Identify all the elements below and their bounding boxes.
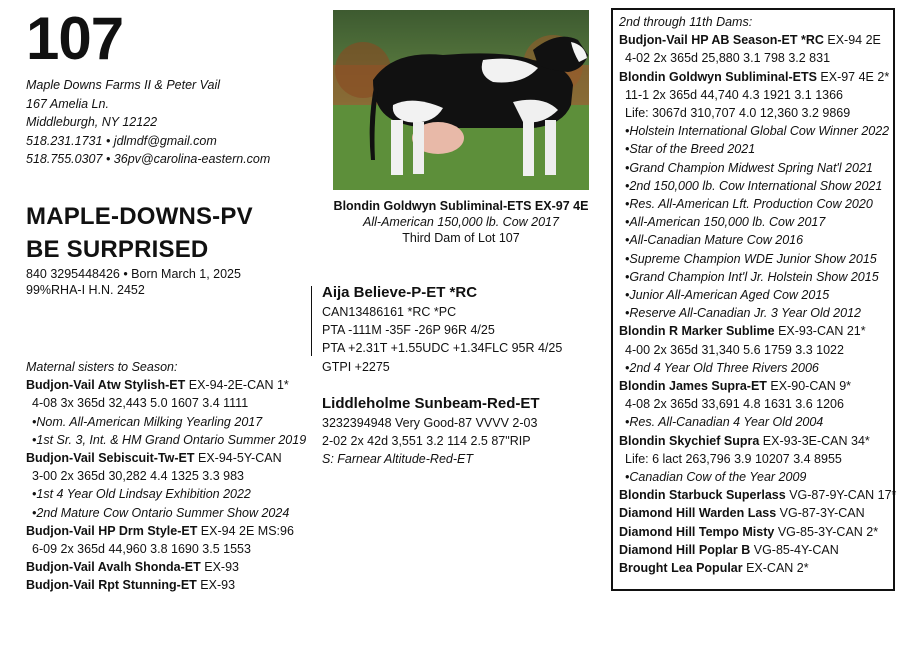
pedigree-entry [619,559,896,577]
entry-classification: VG-87-9Y-CAN 17* [785,488,897,503]
owner-street: 167 Amelia Ln. [26,96,109,111]
dam-sire-line: S: Farnear Altitude-Red-ET [322,452,473,467]
sire-section [322,283,562,376]
entry-classification: EX-97 4E 2* [816,69,890,84]
entry-note: •Res. All-American Lft. Production Cow 2020 [625,197,873,212]
entry-note: •1st Sr. 3, Int. & HM Grand Ontario Summer 2019 [32,432,307,447]
entry-record: 11-1 2x 365d 44,740 4.3 1921 3.1 1366 [625,87,844,102]
entry-classification: EX-94-2E-CAN 1* [185,378,289,393]
animal-name-line1: MAPLE-DOWNS-PV [26,203,253,230]
entry-classification: VG-87-3Y-CAN [776,506,865,521]
entry-classification: VG-85-4Y-CAN [750,542,839,557]
entry-classification: EX-93-3E-CAN 34* [759,433,870,448]
entry-classification: EX-93-CAN 21* [774,324,866,339]
entry-note: •Canadian Cow of the Year 2009 [625,470,807,485]
owner-name: Maple Downs Farms II & Peter Vail [26,78,221,92]
entry-note: •Reserve All-Canadian Jr. 3 Year Old 2012 [625,306,861,321]
cow-illustration [333,10,589,190]
dam-section [322,394,540,469]
entry-classification: EX-94 2E MS:96 [197,523,294,538]
entry-name: Budjon-Vail HP Drm Style-ET [26,523,198,538]
photo-caption-award: All-American 150,000 lb. Cow 2017 [363,215,559,229]
entry-note: •Junior All-American Aged Cow 2015 [625,288,830,303]
entry-name: Blondin Skychief Supra [619,433,760,448]
entry-name: Budjon-Vail Avalh Shonda-ET [26,560,201,575]
pedigree-entry [619,486,896,504]
entry-classification: EX-94 2E [823,33,881,48]
entry-note: •2nd 4 Year Old Three Rivers 2006 [625,360,819,375]
pedigree-entry [619,31,896,49]
entry-name: Budjon-Vail HP AB Season-ET *RC [619,33,824,48]
entry-classification: EX-CAN 2* [742,561,809,576]
entry-note: •Nom. All-American Milking Yearling 2017 [32,414,263,429]
dams-list [619,31,896,577]
entry-record: 4-08 2x 365d 33,691 4.8 1631 3.6 1206 [625,397,844,412]
pedigree-entry [619,504,896,522]
maternal-sisters-title: Maternal sisters to Season: [26,360,178,374]
pedigree-entry [619,322,896,340]
entry-classification: VG-85-3Y-CAN 2* [774,524,879,539]
animal-name [26,200,253,266]
maternal-sisters-list [26,376,306,594]
entry-classification: EX-93 [196,578,236,593]
entry-record: Life: 6 lact 263,796 3.9 10207 3.4 8955 [625,451,842,466]
owner-contact-1: 518.231.1731 • jdlmdf@gmail.com [26,133,217,148]
entry-name: Brought Lea Popular [619,561,743,576]
pedigree-entry [26,449,306,467]
dams-title: 2nd through 11th Dams: [619,15,753,29]
entry-record: Life: 3067d 310,707 4.0 12,360 3.2 9869 [625,106,851,121]
lot-number: 107 [26,5,124,72]
pedigree-entry [26,576,306,594]
dam-line-2: 2-02 2x 42d 3,551 3.2 114 2.5 87"RIP [322,434,531,449]
entry-note: •Grand Champion Int'l Jr. Holstein Show 2015 [625,269,879,284]
owner-city: Middleburgh, NY 12122 [26,115,158,129]
photo-caption [320,198,602,246]
pedigree-entry [619,523,896,541]
pedigree-entry [26,522,306,540]
dam-line-1: 3232394948 Very Good-87 VVVV 2-03 [322,416,538,430]
owner-block [26,76,270,169]
entry-record: 3-00 2x 365d 30,282 4.4 1325 3.3 983 [32,469,244,484]
entry-note: •Grand Champion Midwest Spring Nat'l 2021 [625,160,873,175]
entry-name: Diamond Hill Tempo Misty [619,524,775,539]
sire-name: Aija Believe-P-ET *RC [322,284,478,301]
entry-classification: EX-93 [200,560,239,575]
pedigree-entry [619,377,896,395]
sire-line-1: CAN13486161 *RC *PC [322,305,457,319]
owner-contact-2: 518.755.0307 • 36pv@carolina-eastern.com [26,152,271,166]
entry-note: •All-Canadian Mature Cow 2016 [625,233,804,248]
entry-record: 4-02 2x 365d 25,880 3.1 798 3.2 831 [625,51,831,66]
entry-note: •Res. All-Canadian 4 Year Old 2004 [625,415,824,430]
rha-line: 99%RHA-I H.N. 2452 [26,283,145,297]
dam-name: Liddleholme Sunbeam-Red-ET [322,395,540,412]
sire-line-3: PTA +2.31T +1.55UDC +1.34FLC 95R 4/25 [322,341,563,356]
entry-note: •Holstein International Global Cow Winner 2022 [625,124,890,139]
cow-photo [333,10,589,190]
pedigree-entry [26,376,306,394]
entry-name: Blondin James Supra-ET [619,379,767,394]
animal-name-line2: BE SURPRISED [26,236,209,263]
entry-record: 4-00 2x 365d 31,340 5.6 1759 3.3 1022 [625,342,844,357]
sire-line-2: PTA -111M -35F -26P 96R 4/25 [322,323,495,338]
entry-name: Blondin Starbuck Superlass [619,488,786,503]
entry-record: 4-08 3x 365d 32,443 5.0 1607 3.4 1111 [32,396,249,411]
entry-note: •1st 4 Year Old Lindsay Exhibition 2022 [32,487,251,502]
entry-name: Diamond Hill Warden Lass [619,506,777,521]
entry-name: Budjon-Vail Rpt Stunning-ET [26,578,197,593]
pedigree-entry [619,68,896,86]
registration-info [26,266,241,298]
entry-classification: EX-94-5Y-CAN [194,451,282,466]
entry-classification: EX-90-CAN 9* [766,379,852,394]
photo-caption-relation: Third Dam of Lot 107 [402,231,520,245]
entry-name: Budjon-Vail Atw Stylish-ET [26,378,186,393]
entry-note: •2nd Mature Cow Ontario Summer Show 2024 [32,505,290,520]
entry-note: •2nd 150,000 lb. Cow International Show 2021 [625,178,883,193]
pedigree-entry [619,432,896,450]
registration-line: 840 3295448426 • Born March 1, 2025 [26,267,241,281]
entry-note: •All-American 150,000 lb. Cow 2017 [625,215,826,230]
pedigree-entry [26,558,306,576]
entry-name: Blondin R Marker Sublime [619,324,775,339]
photo-caption-name: Blondin Goldwyn Subliminal-ETS EX-97 4E [333,199,589,213]
entry-note: •Supreme Champion WDE Junior Show 2015 [625,251,877,266]
dams-section [619,13,896,577]
entry-name: Diamond Hill Poplar B [619,542,751,557]
pedigree-entry [619,541,896,559]
entry-name: Blondin Goldwyn Subliminal-ETS [619,69,817,84]
maternal-sisters-section [26,358,306,595]
sire-divider [311,286,312,356]
entry-note: •Star of the Breed 2021 [625,142,756,157]
sire-line-4: GTPI +2275 [322,359,390,374]
entry-record: 6-09 2x 365d 44,960 3.8 1690 3.5 1553 [32,542,251,557]
entry-name: Budjon-Vail Sebiscuit-Tw-ET [26,451,195,466]
